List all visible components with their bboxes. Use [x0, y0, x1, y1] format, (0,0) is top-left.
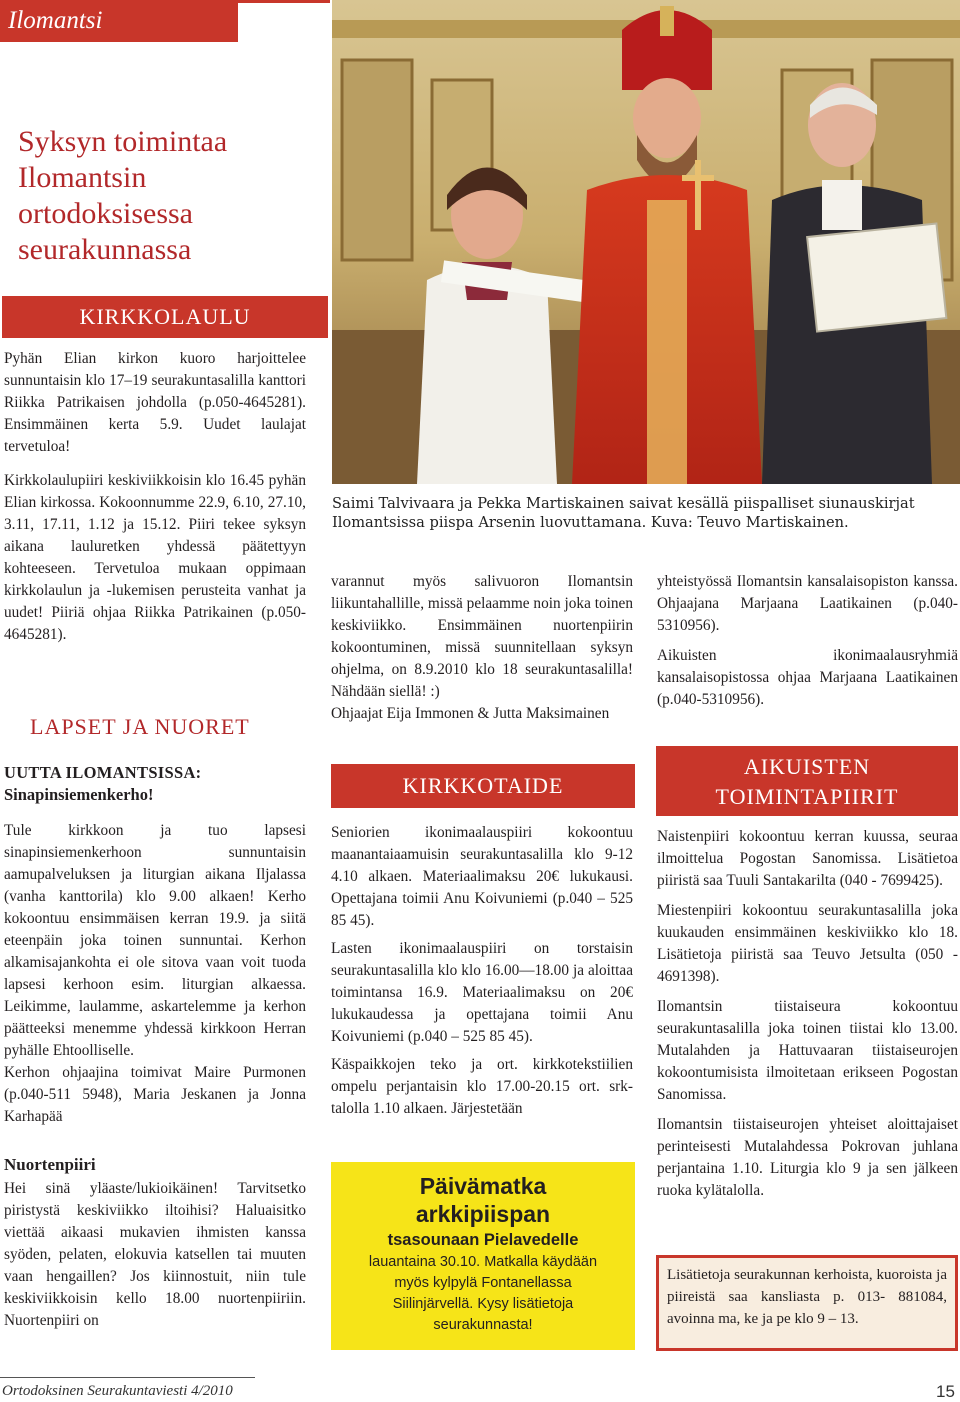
lapset-header: LAPSET JA NUORET [30, 714, 250, 739]
lapset-paragraph-1: Tule kirkkoon ja tuo lapsesi sinapinsiemenkerhoon sunnuntaisin aamupalveluksen ja liturgian aikana Iljalassa (vanha kanttorila) klo 9.00 alkaen! Kerho kokoontuu ensimmäisen kerran 19.9. ja siitä eteenpäin joka toinen sunnuntai. Kerhon alkamisajankohta ei ole sitova vaan voit tuoda lapsesi kerhoon esim. liturgian alkaessa. Leikimme, laulamme, askartelemme ja kerhon päätteeksi menemme yhdessä kirkkoon Herran pyhälle Ehtoolliselle. [4, 822, 306, 1059]
kirkkolaulu-header: KIRKKOLAULU [2, 296, 328, 338]
aloittajaiset-paragraph: Ilomantsin tiistaiseurojen yhteiset aloittajaiset perinteisesti Mutalahdessa Pokrovan juhlana perjantaina 1.10. Liturgia klo 9 ja sen jälkeen ruoka kylätalolla. [657, 1116, 958, 1199]
aikuisten-header [656, 746, 958, 816]
title-line-1: Syksyn toimintaa [18, 125, 228, 158]
lapset-subheading-1: UUTTA ILOMANTSISSA: [4, 763, 202, 782]
lapset-paragraph-2: Kerhon ohjaajina toimivat Maire Purmonen (p.040-511 5948), Maria Jeskanen ja Jonna Karhapää [4, 1064, 306, 1125]
kirkkotaide-paragraph-2: Lasten ikonimaalauspiiri on torstaisin seurakuntasalilla klo klo 16.00—18.00 ja aloittaa toimintansa 16.9. Materiaalimaksu on 20€ lukukaudessa ja opettajana toimii Anu Koivuniemi (p.040 – 525 85 45). [331, 940, 633, 1045]
contact-info-box [656, 1255, 958, 1351]
clergy-photo [332, 0, 960, 484]
kirkkolaulu-paragraph-1: Pyhän Elian kirkon kuoro harjoittelee sunnuntaisin klo 17–19 seurakuntasalilla kanttori Riikka Patrikaisen johdolla (p.050-4645281). Ensimmäinen kerta 5.9. Uudet laulajat tervetuloa! [4, 350, 306, 455]
right-column-top [657, 571, 958, 711]
title-line-4: seurakunnassa [18, 233, 192, 266]
title-line-3: ortodoksisessa [18, 197, 193, 230]
middle-column [331, 571, 633, 725]
ad-line-7: seurakunnasta! [433, 1317, 533, 1333]
aikuisten-section [657, 826, 958, 1202]
aikuisten-header-line-1: AIKUISTEN [743, 754, 871, 779]
ad-line-2: arkkipiispan [415, 1201, 551, 1227]
kirkkotaide-paragraph-3: Käspaikkojen teko ja ort. kirkkotekstiilien ompelu perjantaisin klo 17.00-20.15 ort. srk-talolla 1.10 alkaen. Järjestetään [331, 1056, 633, 1117]
lapset-subheading-2: Sinapinsiemenkerho! [4, 785, 154, 804]
nuortenpiiri-heading: Nuortenpiiri [4, 1155, 96, 1174]
ad-line-3: tsasounaan Pielavedelle [387, 1231, 579, 1249]
top-rule [238, 0, 330, 3]
naistenpiiri-paragraph: Naistenpiiri kokoontuu kerran kuussa, seuraa ilmoittelua Pogostan Sanomissa. Lisätietoa piiristä saa Tuuli Santakarilta (040 - 7699425). [657, 828, 958, 889]
ad-line-5: myös kylpylä Fontanellassa [394, 1275, 572, 1291]
right-paragraph-1: yhteistyössä Ilomantsin kansalaisopiston kanssa. Ohjaajana Marjaana Laatikainen (p.040-5310956). [657, 573, 958, 634]
ad-line-6: Siilinjärvellä. Kysy lisätietoja [392, 1296, 574, 1312]
aikuisten-header-line-2: TOIMINTAPIIRIT [715, 784, 899, 809]
kirkkolaulu-paragraph-2: Kirkkolaulupiiri keskiviikkoisin klo 16.45 pyhän Elian kirkossa. Kokoonnumme 22.9, 6.10, 27.10, 3.11, 17.11, 1.12 ja 15.12. Piiri tekee syksyn aikana lauluretken yhdessä päätettyyn kohteeseen. Tervetuloa mukaan oppimaan kirkkolaulun ja -lukemisen perusteita vanhat ja uudet! Piiriä ohjaa Riikka Patrikainen (p.050-4645281). [4, 472, 306, 643]
kirkkolaulu-section [4, 348, 306, 646]
kirkkotaide-header: KIRKKOTAIDE [331, 764, 635, 808]
footer-rule [0, 1377, 255, 1378]
title-line-2: Ilomantsin [18, 161, 147, 194]
lapset-section [4, 762, 306, 1332]
miestenpiiri-paragraph: Miestenpiiri kokoontuu seurakuntasalilla joka kuukauden ensimmäinen keskiviikko klo 18. Lisätietoja piiristä saa Teuvo Jetsulta (050 - 4691398). [657, 902, 958, 985]
nuortenpiiri-continued: varannut myös salivuoron Ilomantsin liikuntahallille, missä pelaamme noin joka toinen keskiviikko. Ensimmäinen nuortenpiirin kokoontuminen, missä suunnitellaan syksyn ohjelma, on 8.9.2010 klo 18 seurakuntasalilla! Nähdään siellä! :) [331, 573, 633, 700]
ad-line-4: lauantaina 30.10. Matkalla käydään [368, 1254, 598, 1270]
day-trip-ad [331, 1162, 635, 1350]
ad-line-1: Päivämatka [419, 1173, 547, 1199]
article-title [18, 124, 328, 268]
contact-info-text: Lisätietoja seurakunnan kerhoista, kuoroista ja piireistä saa kansliasta p. 013- 881084, avoinna ma, ke ja pe klo 9 – 13. [667, 1267, 947, 1327]
section-tab: Ilomantsi [0, 0, 238, 42]
kirkkotaide-section [331, 822, 633, 1120]
tiistaiseura-paragraph: Ilomantsin tiistaiseura kokoontuu seurakuntasalilla joka toinen tiistai klo 13.00. Mutalahden ja Hattuvaaran tiistaiseurojen kokoontumisista ilmoitetaan erikseen Pogostan Sanomissa. [657, 998, 958, 1103]
publication-footer: Ortodoksinen Seurakuntaviesti 4/2010 [2, 1383, 233, 1399]
nuortenpiiri-paragraph: Hei sinä yläaste/lukioikäinen! Tarvitsetko piristystä keskiviikko iltoihisi? Haluaisitko viettää aikaasi mukavien ihmisten kanssa syöden, pelaten, elokuvia katsellen tai muuten vaan hengaillen? Jos kiinnostuit, niin tule keskiviikkoisin kello 18.00 nuortenpiiriin. Nuortenpiiri on [4, 1180, 306, 1329]
ohjaajat-line: Ohjaajat Eija Immonen & Jutta Maksimainen [331, 705, 610, 722]
photo-caption: Saimi Talvivaara ja Pekka Martiskainen saivat kesällä piispalliset siunauskirjat Ilomantsissa piispa Arsenin luovuttamana. Kuva: Teuvo Martiskainen. [332, 495, 915, 531]
kirkkotaide-paragraph-1: Seniorien ikonimaalauspiiri kokoontuu maanantaiaamuisin seurakuntasalilla klo 9-12 4.10 alkaen. Materiaalimaksu 20€ lukukausi. Opettajana toimii Anu Koivuniemi (p.040 – 525 85 45). [331, 824, 633, 929]
page-number: 15 [936, 1382, 955, 1401]
right-paragraph-2: Aikuisten ikonimaalausryhmiä kansalaisopistossa ohjaa Marjaana Laatikainen (p.040-5310956). [657, 647, 958, 708]
